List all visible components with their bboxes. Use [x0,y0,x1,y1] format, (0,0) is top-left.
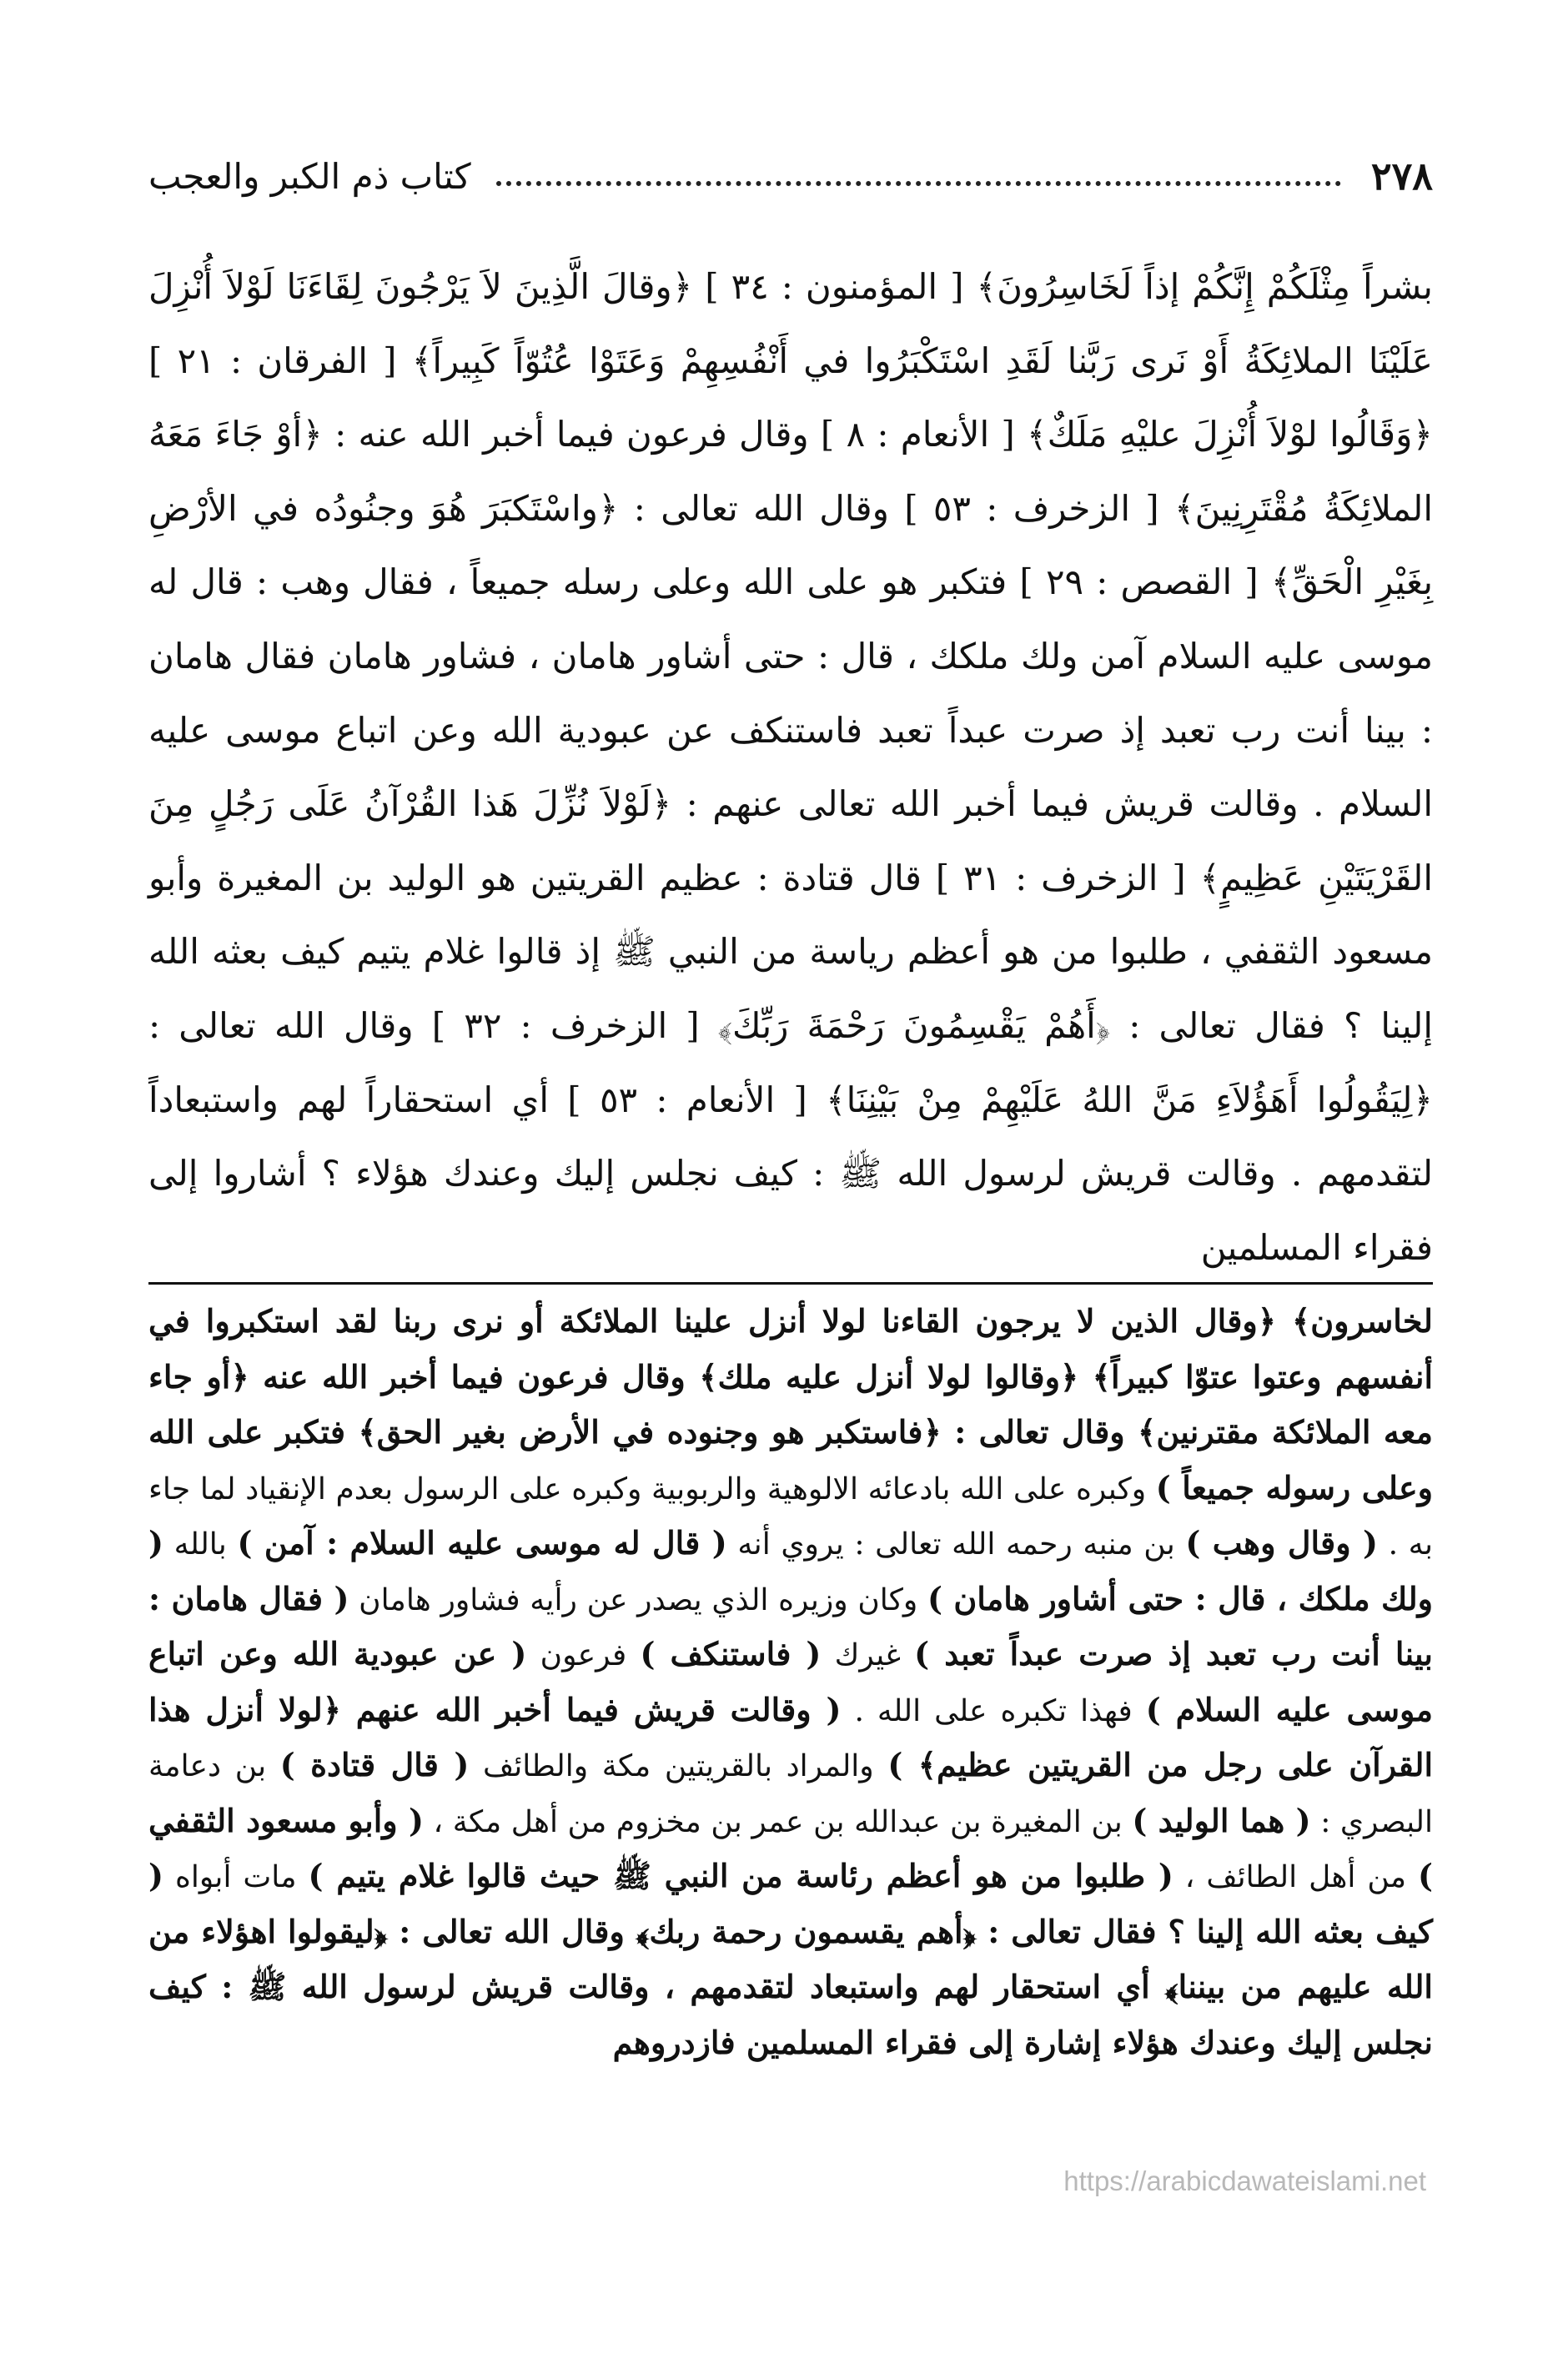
commentary-explanation-text: وكان وزيره الذي يصدر عن رأيه فشاور هامان [349,1582,927,1617]
commentary-quoted-text: ( فقال هامان : بينا أنت رب تعبد إذ صرت عبداً تعبد ) [148,1579,1433,1672]
commentary-explanation-text: بن المغيرة بن عبدالله بن عمر بن مخزوم من أهل مكة ، [423,1804,1133,1839]
commentary-quoted-text: ( فاستنكف ) [640,1635,822,1672]
commentary-quoted-text: ( هما الوليد ) [1132,1801,1311,1839]
commentary-quoted-text: ( قال له موسى عليه السلام : آمن ) [237,1524,727,1562]
footnote-divider [148,1282,1433,1285]
commentary-explanation-text: غيرك [821,1638,915,1672]
page-number: ٢٧٨ [1370,153,1433,199]
commentary-paragraph [148,1295,1433,2071]
header-dotted-rule [496,181,1341,186]
commentary-quoted-text: ( قال قتادة ) [279,1746,470,1783]
commentary-explanation-text: وكبره على الله بادعائه الالوهية والربوبية وكبره على الرسول بعدم الإنقياد لما جاء به . [148,1471,1433,1562]
commentary-quoted-text: لخاسرون﴾ ﴿وقال الذين لا يرجون القاءنا لولا أنزل علينا الملائكة أو نرى ربنا لقد استكبروا في أنفسهم وعتوا عتوّا كبيراً﴾ ﴿وقالوا لولا أنزل عليه ملك﴾ وقال فرعون فيما أخبر الله عنه ﴿أو جاء معه الملائكة مقترنين﴾ وقال تعالى : ﴿فاستكبر هو وجنوده في الأرض بغير الحق﴾ فتكبر على الله وعلى رسوله جميعاً ) [148,1302,1433,1506]
commentary-explanation-text: بالله [163,1527,238,1562]
commentary-quoted-text: ( ولك ملكك ، قال : حتى أشاور هامان ) [148,1524,1433,1617]
commentary-quoted-text: ( وقال وهب ) [1185,1524,1378,1562]
main-text-block [148,250,1433,1285]
commentary-block [148,1295,1433,2071]
commentary-explanation-text: من أهل الطائف ، [1173,1860,1419,1894]
commentary-quoted-text: ( وقالت قريش فيما أخبر الله عنهم ﴿لولا أنزل هذا القرآن على رجل من القريتين عظيم﴾ ) [148,1690,1434,1783]
commentary-explanation-text: والمراد بالقريتين مكة والطائف [469,1749,888,1783]
commentary-explanation-text: مات أبواه [163,1860,309,1894]
commentary-explanation-text: بن دعامة البصري : [148,1749,1433,1839]
commentary-quoted-text: ( طلبوا من هو أعظم رئاسة من النبي ﷺ حيث قالوا غلام يتيم ) [308,1857,1173,1894]
commentary-explanation-text: فهذا تكبره على الله . [841,1693,1146,1728]
main-text-paragraph: بشراً مِثْلَكُمْ إِنَّكُمْ إذاً لَخَاسِرُونَ﴾ [ المؤمنون : ٣٤ ] ﴿وقالَ الَّذِينَ لاَ يَرْجُونَ لِقَاءَنَا لَوْلاَ أُنْزِلَ عَلَيْنَا الملائِكَةُ أَوْ نَرى رَبَّنا لَقَدِ اسْتَكْبَرُوا في أَنْفُسِهِمْ وَعَتَوْا عُتُوّاً كَبِيراً﴾ [ الفرقان : ٢١ ] ﴿وَقَالُوا لوْلاَ أُنْزِلَ عليْهِ مَلَكٌ﴾ [ الأنعام : ٨ ] وقال فرعون فيما أخبر الله عنه : ﴿أوْ جَاءَ مَعَهُ الملائِكَةُ مُقْتَرِنِينَ﴾ [ الزخرف : ٥٣ ] وقال الله تعالى : ﴿واسْتَكبَرَ هُوَ وجنُودُه في الأرْضِ بِغَيْرِ الْحَقِّ﴾ [ القصص : ٢٩ ] فتكبر هو على الله وعلى رسله جميعاً ، فقال وهب : قال له موسى عليه السلام آمن ولك ملكك ، قال : حتى أشاور هامان ، فشاور هامان فقال هامان : بينا أنت رب تعبد إذ صرت عبداً تعبد فاستنكف عن عبودية الله وعن اتباع موسى عليه السلام . وقالت قريش فيما أخبر الله تعالى عنهم : ﴿لَوْلاَ نُزِّلَ هَذا القُرْآنُ عَلَى رَجُلٍ مِنَ القَرْيَتَيْنِ عَظِيمٍ﴾ [ الزخرف : ٣١ ] قال قتادة : عظيم القريتين هو الوليد بن المغيرة وأبو مسعود الثقفي ، طلبوا من هو أعظم رياسة من النبي ﷺ إذ قالوا غلام يتيم كيف بعثه الله إلينا ؟ فقال تعالى : ﴿أَهُمْ يَقْسِمُونَ رَحْمَةَ رَبِّكَ﴾ [ الزخرف : ٣٢ ] وقال الله تعالى : ﴿لِيَقُولُوا أَهَؤُلاَءِ مَنَّ اللهُ عَلَيْهِمْ مِنْ بَيْنِنَا﴾ [ الأنعام : ٥٣ ] أي استحقاراً لهم واستبعاداً لتقدمهم . وقالت قريش لرسول الله ﷺ : كيف نجلس إليك وعندك هؤلاء ؟ أشاروا إلى فقراء المسلمين [148,266,1434,1268]
watermark-url: https://arabicdawateislami.net [1063,2165,1426,2196]
commentary-quoted-text: ( عن عبودية الله وعن اتباع موسى عليه السلام ) [148,1635,1434,1728]
commentary-quoted-text: ( وأبو مسعود الثقفي ) [148,1801,1433,1894]
running-title: كتاب ذم الكبر والعجب [148,155,471,197]
commentary-quoted-text: ( كيف بعثه الله إلينا ؟ فقال تعالى : ﴿أهم يقسمون رحمة ربك﴾ وقال الله تعالى : ﴿ليقولوا اهؤلاء من الله عليهم من بيننا﴾ أي استحقار لهم واستبعاد لتقدمهم ، وقالت قريش لرسول الله ﷺ : كيف نجلس إليك وعندك هؤلاء إشارة إلى فقراء المسلمين فازدروهم [148,1857,1433,2061]
page-header [148,147,1433,205]
commentary-explanation-text: فرعون [526,1638,641,1672]
commentary-explanation-text: بن منبه رحمه الله تعالى : يروي أنه [726,1527,1186,1562]
